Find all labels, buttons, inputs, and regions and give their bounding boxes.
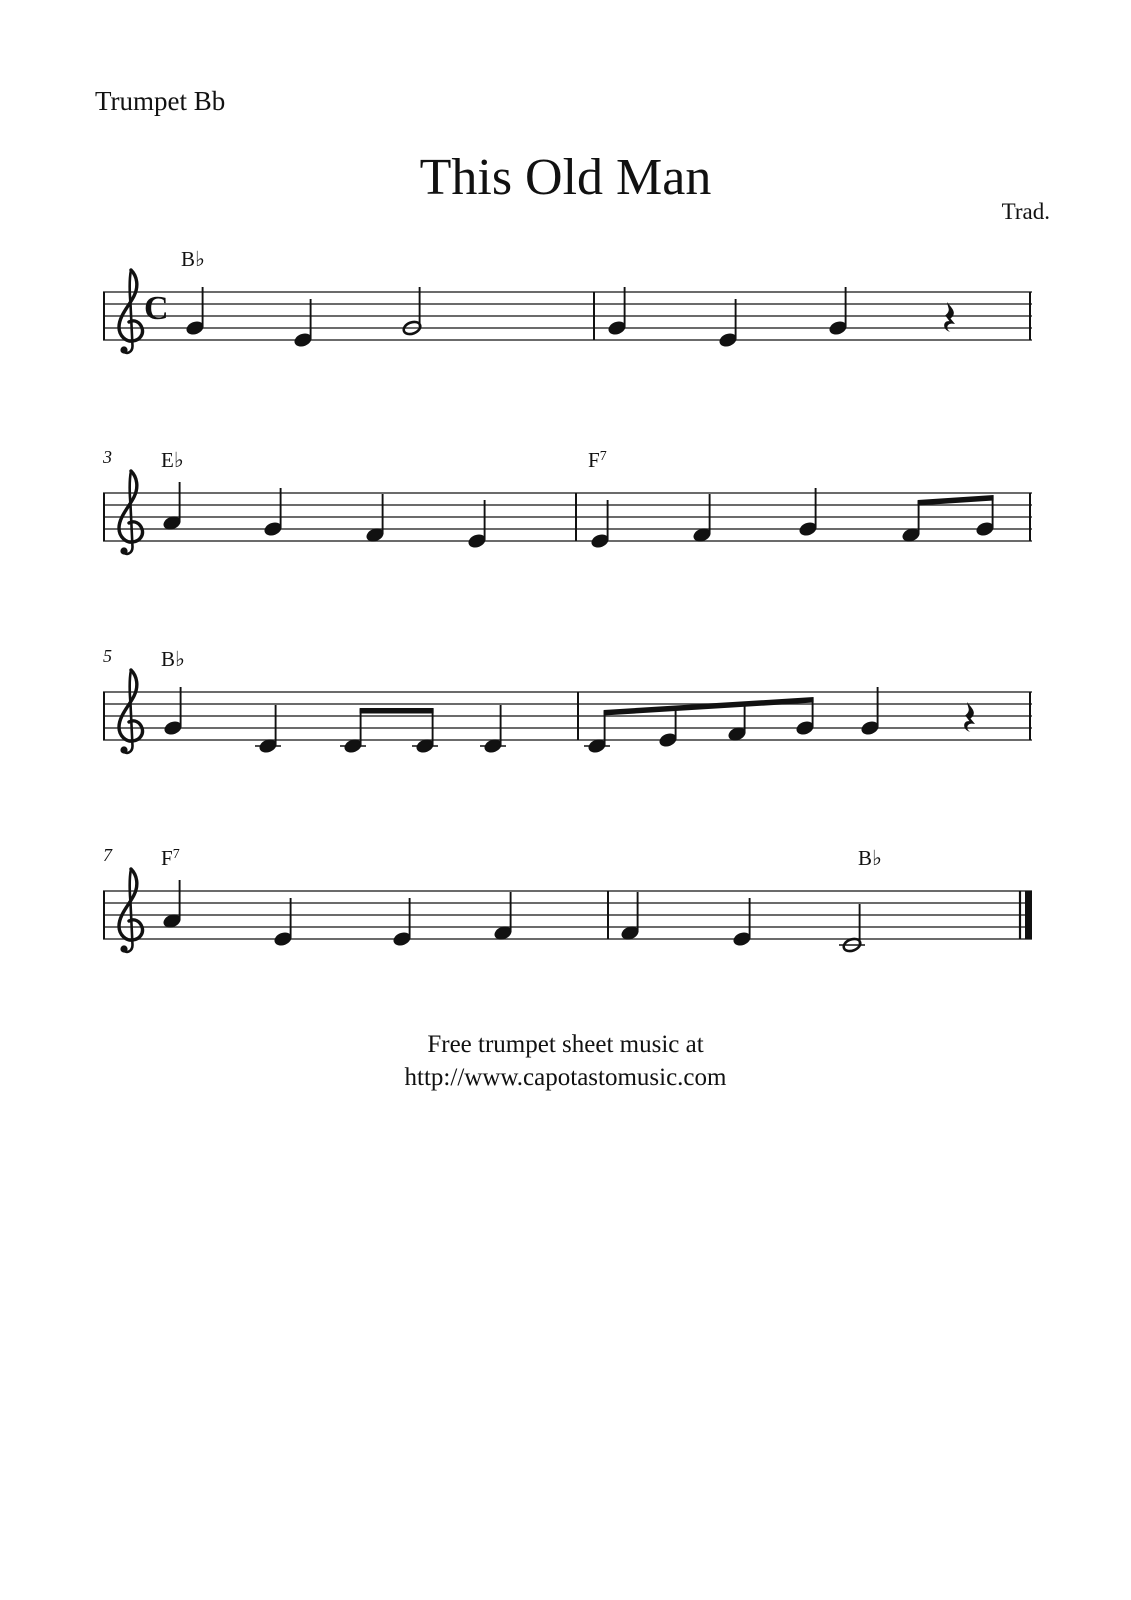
eighth-beam	[918, 495, 994, 506]
chord-symbol: B♭	[161, 647, 185, 671]
chord-symbol: B♭	[858, 846, 882, 870]
staff-system	[102, 447, 1032, 555]
footer-line1: Free trumpet sheet music at	[427, 1031, 704, 1058]
measure-number: 3	[103, 447, 112, 467]
treble-clef-icon	[120, 746, 127, 753]
time-signature: C	[144, 290, 169, 327]
measure-number: 7	[103, 845, 112, 865]
eighth-beam	[360, 708, 434, 714]
treble-clef-icon	[120, 346, 127, 353]
chord-symbol: B♭	[181, 247, 205, 271]
staff-system	[103, 845, 1032, 953]
chord-symbol: $F^7$	[588, 448, 607, 472]
treble-clef-icon	[120, 547, 127, 554]
staff-system	[103, 247, 1032, 354]
final-barline-thick	[1025, 891, 1032, 939]
composer-label: Trad.	[1001, 199, 1050, 224]
chord-symbol: E♭	[161, 448, 184, 472]
treble-clef-icon	[120, 945, 127, 952]
eighth-beam	[604, 697, 814, 716]
footer-credit	[0, 1028, 1131, 1094]
staff-system	[103, 646, 1032, 755]
footer-line2: http://www.capotastomusic.com	[404, 1064, 727, 1091]
measure-number: 5	[103, 646, 112, 666]
instrument-label: Trumpet Bb	[95, 86, 226, 116]
chord-symbol: $F^7$	[161, 846, 180, 870]
page-title: This Old Man	[419, 149, 712, 206]
